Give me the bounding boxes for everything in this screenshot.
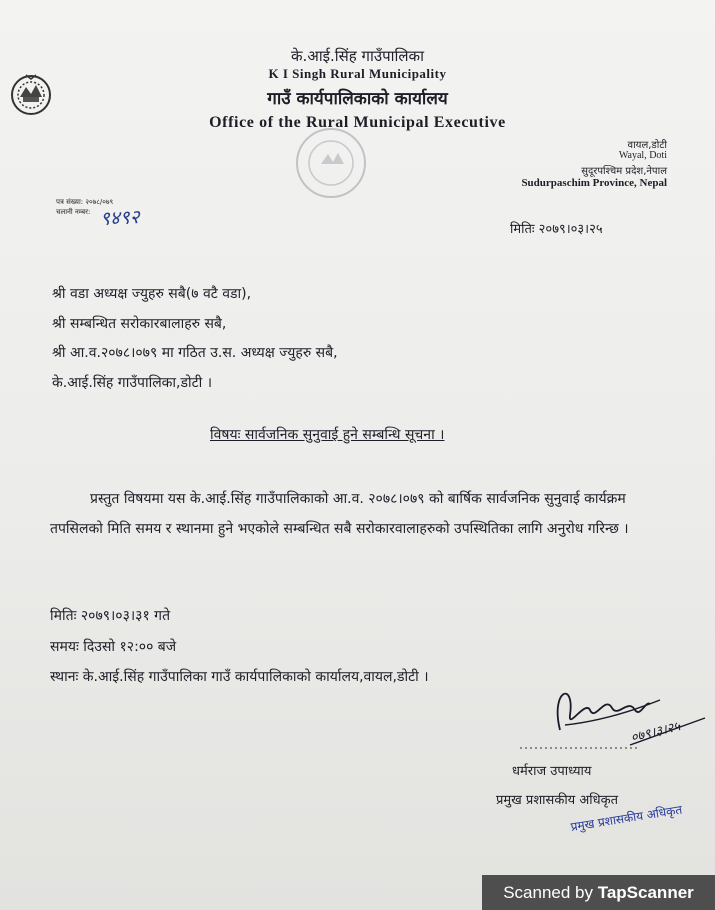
watermark-brand: TapScanner [597,883,694,902]
signatory-title: प्रमुख प्रशासकीय अधिकृत [496,793,619,808]
office-name-english: Office of the Rural Municipal Executive [209,114,506,131]
addressee-line: श्री सम्बन्धित सरोकारबालाहरु सबै, [52,316,227,332]
event-venue: स्थानः के.आई.सिंह गाउँपालिका गाउँ कार्यपालिकाको कार्यालय,वायल,डोटी । [50,669,429,685]
address-province-english: Sudurpaschim Province, Nepal [521,177,667,189]
address-place-english: Wayal, Doti [618,150,667,161]
letter-subject: विषयः सार्वजनिक सुनुवाई हुने सम्बन्धि सूचना । [210,427,445,443]
municipality-name-nepali: के.आई.सिंह गाउँपालिका [291,47,424,65]
watermark-prefix: Scanned by [503,883,598,902]
addressee-line: के.आई.सिंह गाउँपालिका,डोटी । [52,375,213,391]
event-date: मितिः २०७९।०३।३१ गते [50,608,171,624]
signatory-name: धर्मराज उपाध्याय [512,764,592,779]
office-seal-stamp [288,124,374,202]
address-province-nepali: सुदूरपश्चिम प्रदेश,नेपाल [581,166,667,177]
signature-date-handwritten: ०७९।३।२५ [629,719,682,746]
designation-stamp: प्रमुख प्रशासकीय अधिकृत [569,802,684,835]
dispatch-number-label: चलानी नम्बर: [56,208,91,216]
scanner-watermark [482,875,715,910]
addressee-line: श्री वडा अध्यक्ष ज्युहरु सबै(७ वटै वडा), [52,286,252,302]
addressee-line: श्री आ.व.२०७८।०७९ मा गठित उ.स. अध्यक्ष ज्युहरु सबै, [52,345,338,361]
handwritten-signature [520,670,710,760]
letter-body: प्रस्तुत विषयमा यस के.आई.सिंह गाउँपालिकाको आ.व. २०७८।०७९ को बार्षिक सार्वजनिक सुनुवाई कार्यक्रम तपसिलको मिति समय र स्थानमा हुने भएकोले सम्बन्धित सबै सरोकारवालाहरुको उपस्थितिका लागि अनुरोध गरिन्छ । [50,491,629,537]
dispatch-number-handwritten: ९४९२ [99,205,141,231]
event-time: समयः दिउसो १२:०० बजे [50,639,177,655]
letter-number-label: पत्र संख्या: २०७८/०७९ [56,198,114,206]
letter-date: मितिः २०७९।०३।२५ [510,222,603,237]
address-place-nepali: वायल,डोटी [627,140,667,151]
office-name-nepali: गाउँ कार्यपालिकाको कार्यालय [267,89,448,109]
municipality-name-english: K I Singh Rural Municipality [268,66,447,81]
